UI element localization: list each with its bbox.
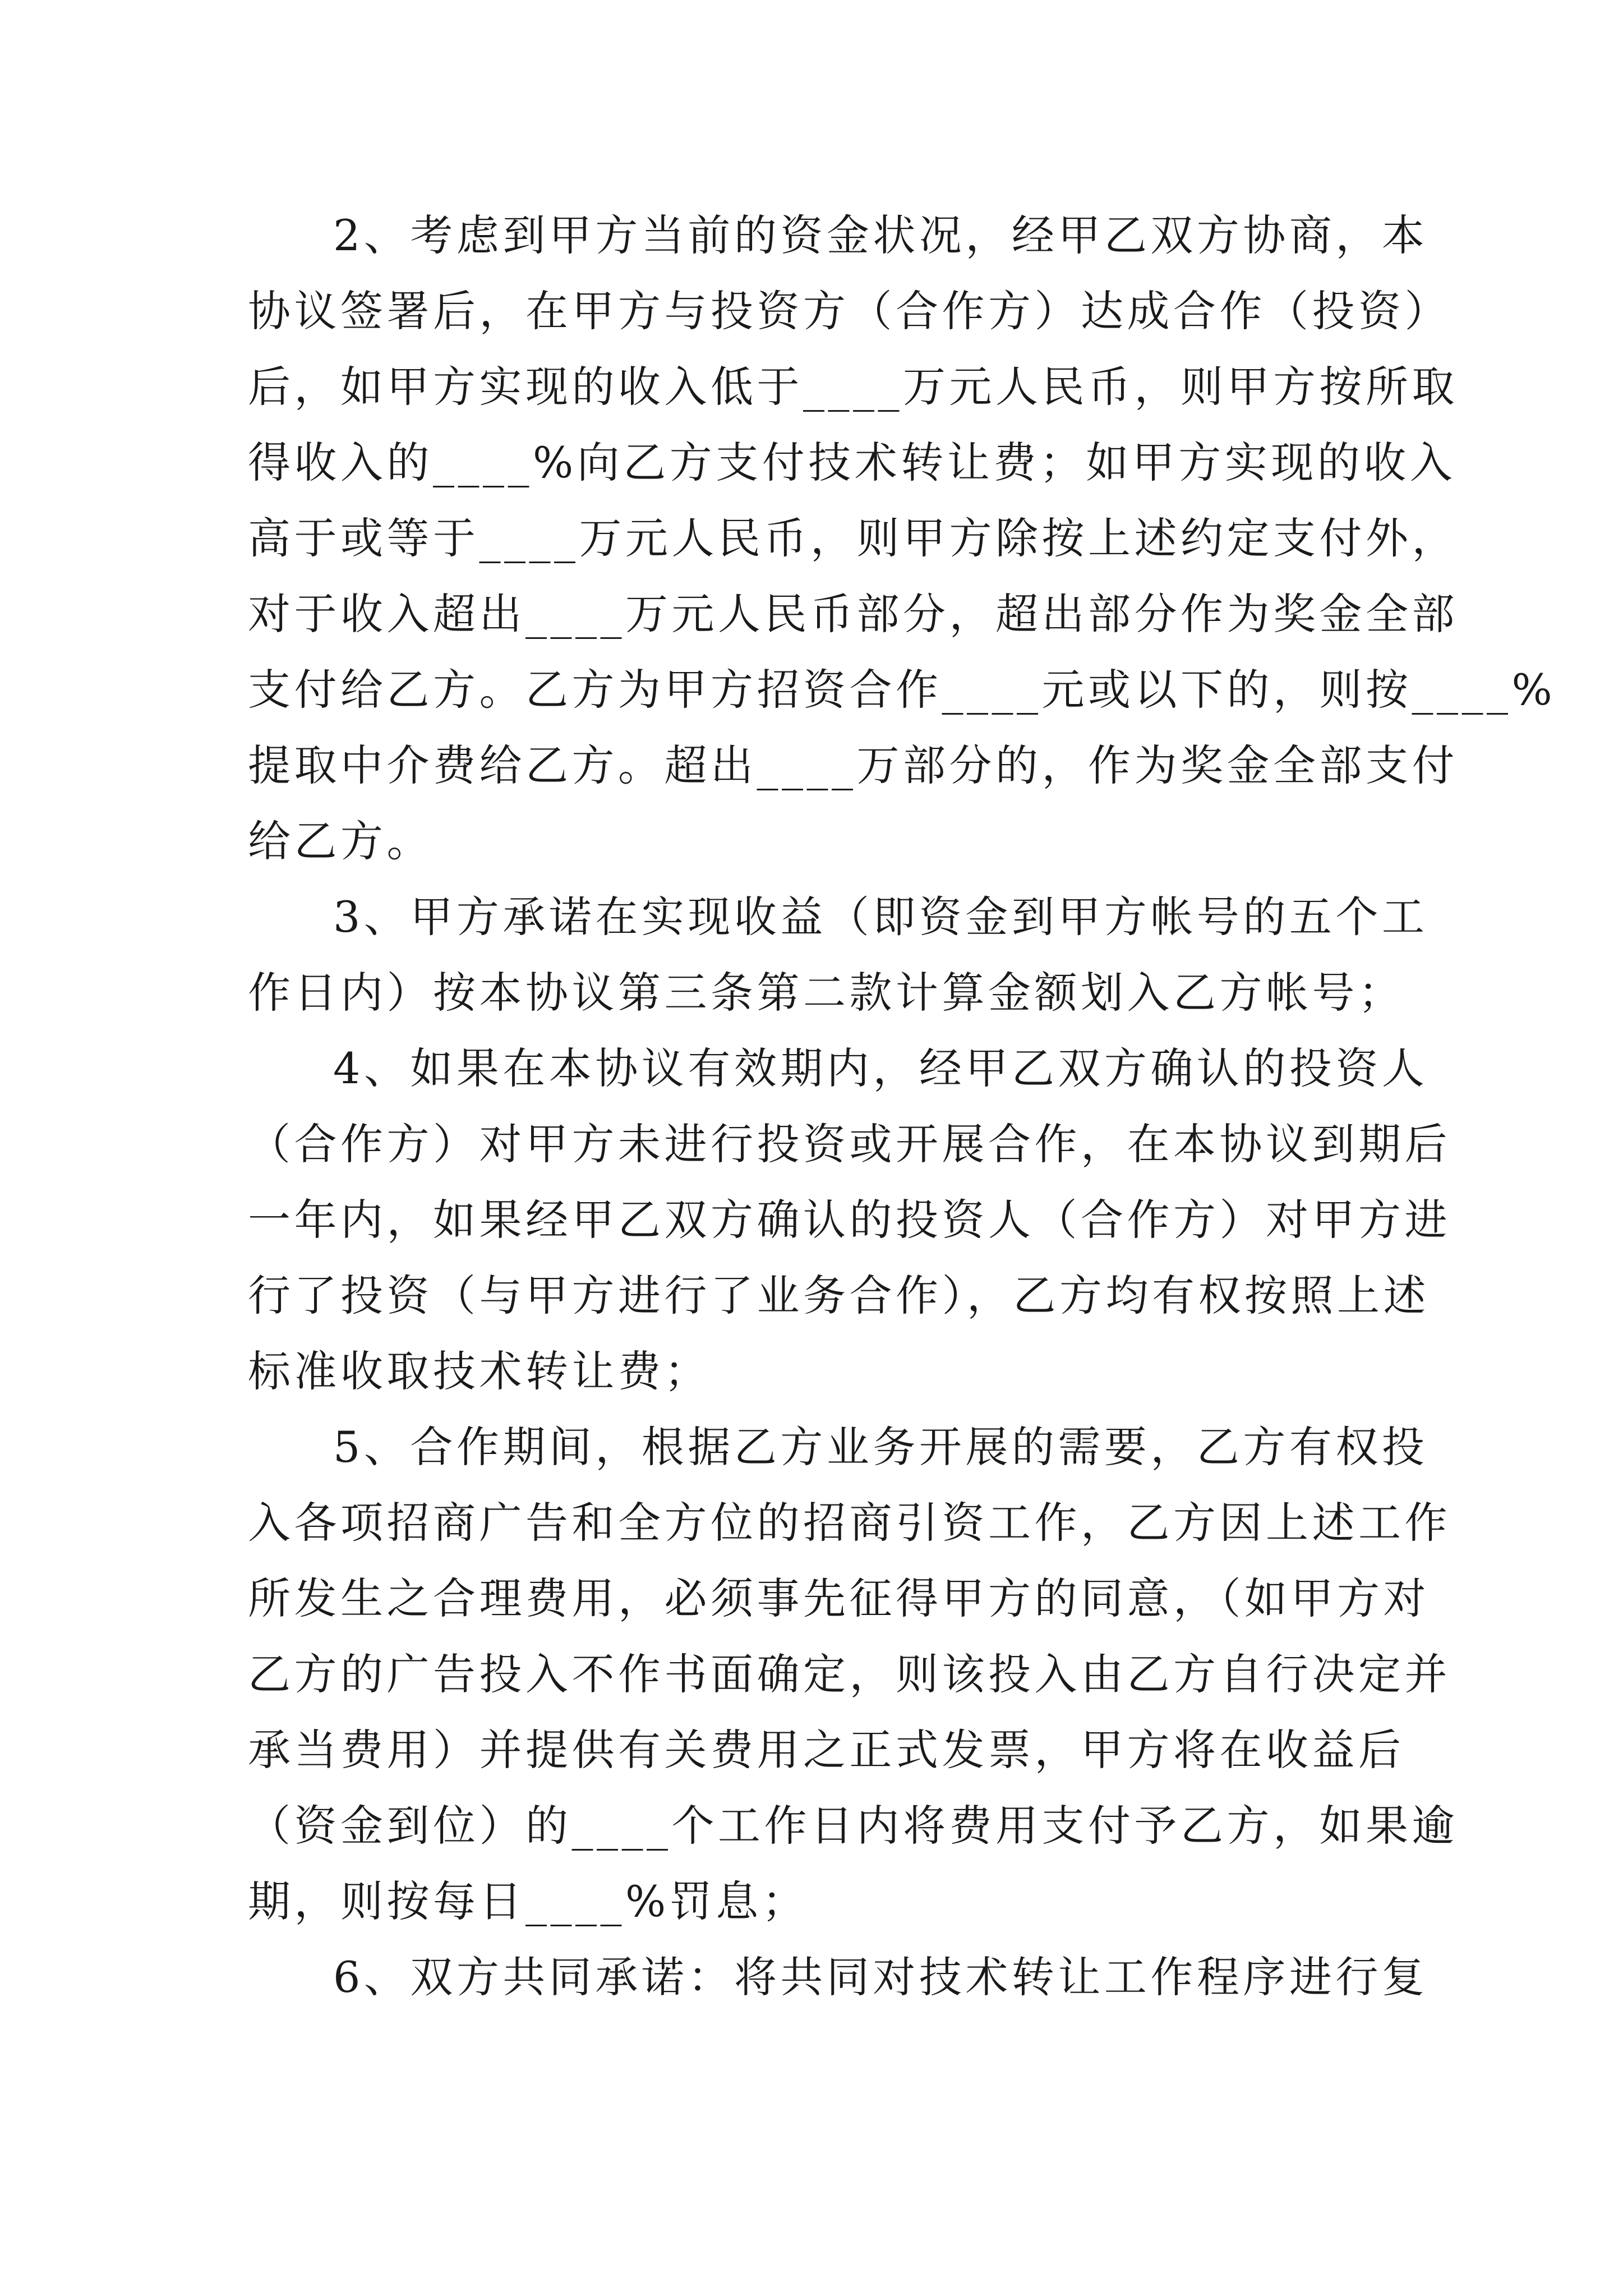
document-page: 2、考虑到甲方当前的资金状况，经甲乙双方协商，本 协议签署后，在甲方与投资方（合作方）达成合作（投资） 后，如甲方实现的收入低于____万元人民币，则甲方按所取 得收入的____%向乙方支付技术转让费；如甲方实现的收入 高于或等于____万元人民币，则甲方除按上述约定支付外， 对于收入超出____万元人民币部分，超出部分作为奖金全部 支付给乙方。乙方为甲方招资合作____元或以下的，则按____% 提取中介费给乙方。超出____万部分的，作为奖金全部支付 给乙方。 3、甲方承诺在实现收益（即资金到甲方帐号的五个工 作日内）按本协议第三条第二款计算金额划入乙方帐号； 4、如果在本协议有效期内，经甲乙双方确认的投资人 （合作方）对甲方未进行投资或开展合作，在本协议到期后 一年内，如果经甲乙双方确认的投资人（合作方）对甲方进 行了投资（与甲方进行了业务合作），乙方均有权按照上述 标准收取技术转让费； 5、合作期间，根据乙方业务开展的需要，乙方有权投 入各项招商广告和全方位的招商引资工作，乙方因上述工作 所发生之合理费用，必须事先征得甲方的同意，（如甲方对 乙方的广告投入不作书面确定，则该投入由乙方自行决定并 承当费用）并提供有关费用之正式发票，甲方将在收益后 （资金到位）的____个工作日内将费用支付予乙方，如果逾 期，则按每日____%罚息； 6、双方共同承诺：将共同对技术转让工作程序进行复 [0,0,1623,2296]
